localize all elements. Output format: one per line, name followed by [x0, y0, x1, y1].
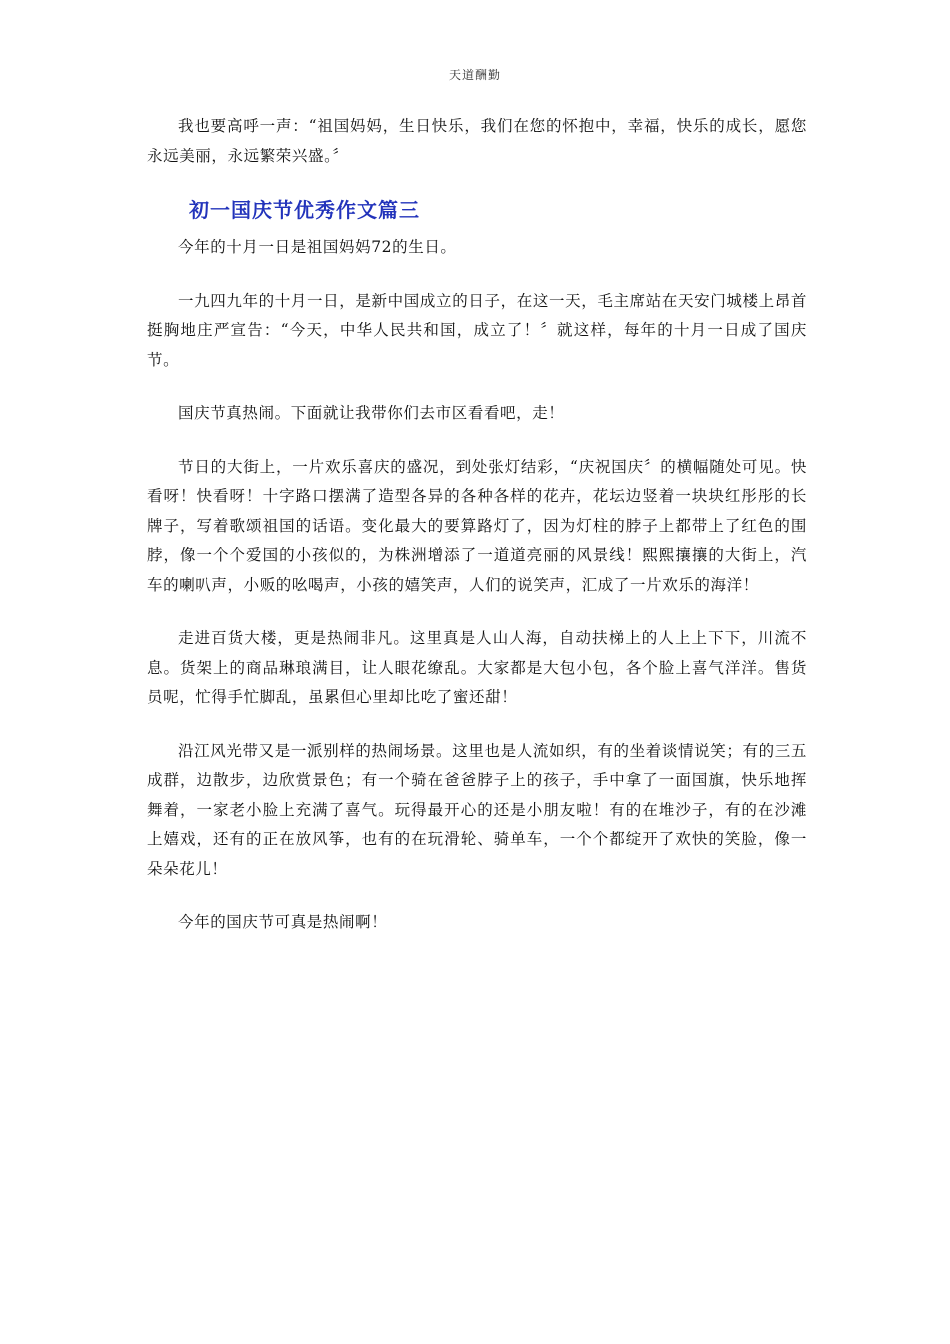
paragraph-1: 今年的十月一日是祖国妈妈72的生日。 [178, 238, 457, 256]
paragraph-4: 节日的大街上，一片欢乐喜庆的盛况，到处张灯结彩，“庆祝国庆〞的横幅随处可见。快看呀！快看呀！十字路口摆满了造型各异的各种各样的花卉，花坛边竖着一块块红彤彤的长牌子，写着歌颂祖国的话语。变化最大的要算路灯了，因为灯柱的脖子上都带上了红色的围脖，像一个个爱国的小孩似的，为株洲增添了一道道亮丽的风景线！熙熙攘攘的大街上，汽车的喇叭声，小贩的吆喝声，小孩的嬉笑声，人们的说笑声，汇成了一片欢乐的海洋！ [147, 457, 807, 594]
paragraph-6: 沿江风光带又是一派别样的热闹场景。这里也是人流如织，有的坐着谈情说笑；有的三五成群，边散步，边欣赏景色；有一个骑在爸爸脖子上的孩子，手中拿了一面国旗，快乐地挥舞着，一家老小脸上充满了喜气。玩得最开心的还是小朋友啦！有的在堆沙子，有的在沙滩上嬉戏，还有的正在放风筝，也有的在玩滑轮、骑单车，一个个都绽开了欢快的笑脸，像一朵朵花儿！ [147, 741, 807, 878]
intro-paragraph: 我也要高呼一声：“祖国妈妈，生日快乐，我们在您的怀抱中，幸福，快乐的成长，愿您永远美丽，永远繁荣兴盛。〞 [147, 117, 807, 165]
paragraph-3: 国庆节真热闹。下面就让我带你们去市区看看吧，走！ [178, 404, 565, 422]
running-header: 天道酬勤 [448, 68, 501, 82]
paragraph-5: 走进百货大楼，更是热闹非凡。这里真是人山人海，自动扶梯上的人上上下下，川流不息。货架上的商品琳琅满目，让人眼花缭乱。大家都是大包小包，各个脸上喜气洋洋。售货员呢，忙得手忙脚乱，虽累但心里却比吃了蜜还甜！ [147, 629, 807, 706]
document-body [147, 112, 807, 962]
section-title: 初一国庆节优秀作文篇三 [189, 198, 420, 222]
paragraph-7: 今年的国庆节可真是热闹啊！ [178, 913, 388, 931]
paragraph-2: 一九四九年的十月一日，是新中国成立的日子，在这一天，毛主席站在天安门城楼上昂首挺胸地庄严宣告：“今天，中华人民共和国，成立了！〞就这样，每年的十月一日成了国庆节。 [147, 291, 807, 369]
